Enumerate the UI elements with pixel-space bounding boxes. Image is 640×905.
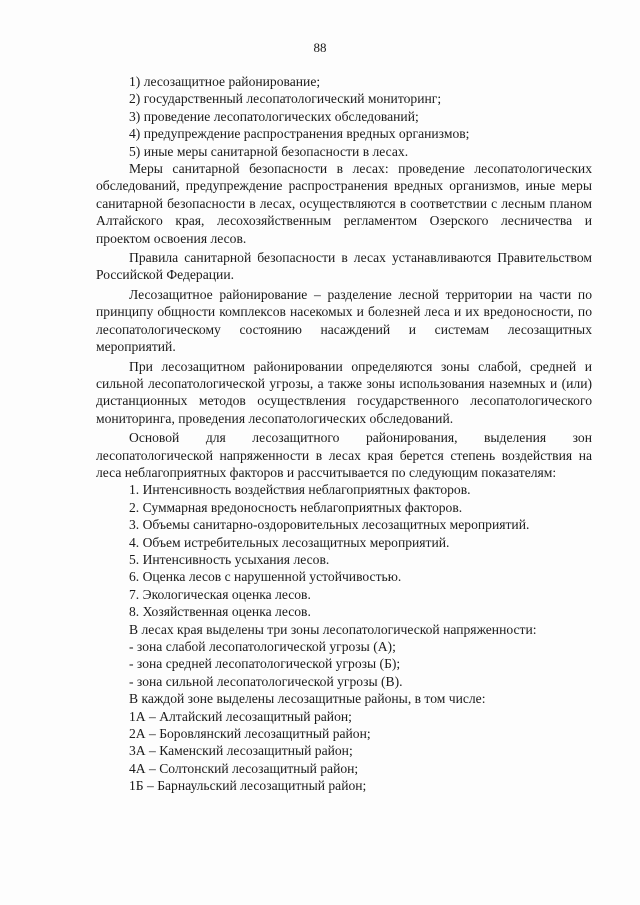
district-list-item: 1Б – Барнаульский лесозащитный район; — [129, 778, 367, 794]
indicator-list-item: 4. Объем истребительных лесозащитных мероприятий. — [129, 534, 450, 550]
paragraph-zoning-threat-zones: При лесозащитном районировании определяются зоны слабой, средней и сильной лесопатологической угрозы, а также зоны использования наземных и (или) дистанционных методов осуществления государственного лесопатологического мониторинга, проведения лесопатологических обследований. — [96, 358, 592, 426]
zones-intro: В лесах края выделены три зоны лесопатологической напряженности: — [129, 621, 537, 637]
zone-list-item: - зона средней лесопатологической угрозы (Б); — [129, 656, 401, 672]
paragraph-zoning-definition: Лесозащитное районирование – разделение лесной территории на части по принципу общности комплексов насекомых и болезней леса и их вредоносности, по лесопатологическому состоянию насаждений и системам лесозащитных мероприятий. — [96, 286, 592, 355]
page-body — [96, 73, 592, 795]
indicator-list-item: 5. Интенсивность усыхания лесов. — [129, 551, 330, 567]
paragraph-zoning-basis: Основой для лесозащитного районирования, выделения зон лесопатологической напряженности в лесах края берется степень воздействия на леса неблагоприятных факторов и рассчитывается по следующим показателям: — [96, 430, 592, 480]
indicator-list-item: 6. Оценка лесов с нарушенной устойчивостью. — [129, 569, 402, 585]
zone-list-item: - зона слабой лесопатологической угрозы (А); — [129, 639, 396, 654]
indicator-list-item: 8. Хозяйственная оценка лесов. — [129, 604, 311, 620]
page-number: 88 — [313, 40, 327, 55]
intro-list-item: 4) предупреждение распространения вредных организмов; — [129, 126, 470, 142]
intro-list-item: 1) лесозащитное районирование; — [129, 74, 321, 89]
intro-list-item: 3) проведение лесопатологических обследований; — [129, 108, 419, 124]
intro-list-item: 5) иные меры санитарной безопасности в лесах. — [129, 143, 409, 159]
district-list-item: 3А – Каменский лесозащитный район; — [129, 743, 353, 759]
indicator-list-item: 3. Объемы санитарно-оздоровительных лесозащитных мероприятий. — [129, 517, 530, 533]
district-list-item: 1А – Алтайский лесозащитный район; — [129, 708, 352, 724]
paragraph-sanitary-rules: Правила санитарной безопасности в лесах устанавливаются Правительством Российской Федерации. — [96, 250, 592, 283]
zone-list-item: - зона сильной лесопатологической угрозы (В). — [129, 673, 403, 689]
district-list-item: 4А – Солтонский лесозащитный район; — [129, 760, 359, 776]
indicator-list-item: 2. Суммарная вредоносность неблагоприятных факторов. — [129, 499, 463, 515]
paragraph-sanitary-measures: Меры санитарной безопасности в лесах: проведение лесопатологических обследований, предупреждение распространения вредных организмов, иные меры санитарной безопасности в лесах, осуществляются в соответствии с лесным планом Алтайского края, лесохозяйственным регламентом Озерского лесничества и проектом освоения лесов. — [96, 161, 592, 246]
intro-list-item: 2) государственный лесопатологический мониторинг; — [129, 91, 442, 107]
district-list-item: 2А – Боровлянский лесозащитный район; — [129, 726, 371, 742]
indicator-list-item: 7. Экологическая оценка лесов. — [129, 586, 311, 602]
indicator-list-item: 1. Интенсивность воздействия неблагоприятных факторов. — [129, 482, 471, 498]
districts-intro: В каждой зоне выделены лесозащитные районы, в том числе: — [129, 691, 486, 707]
